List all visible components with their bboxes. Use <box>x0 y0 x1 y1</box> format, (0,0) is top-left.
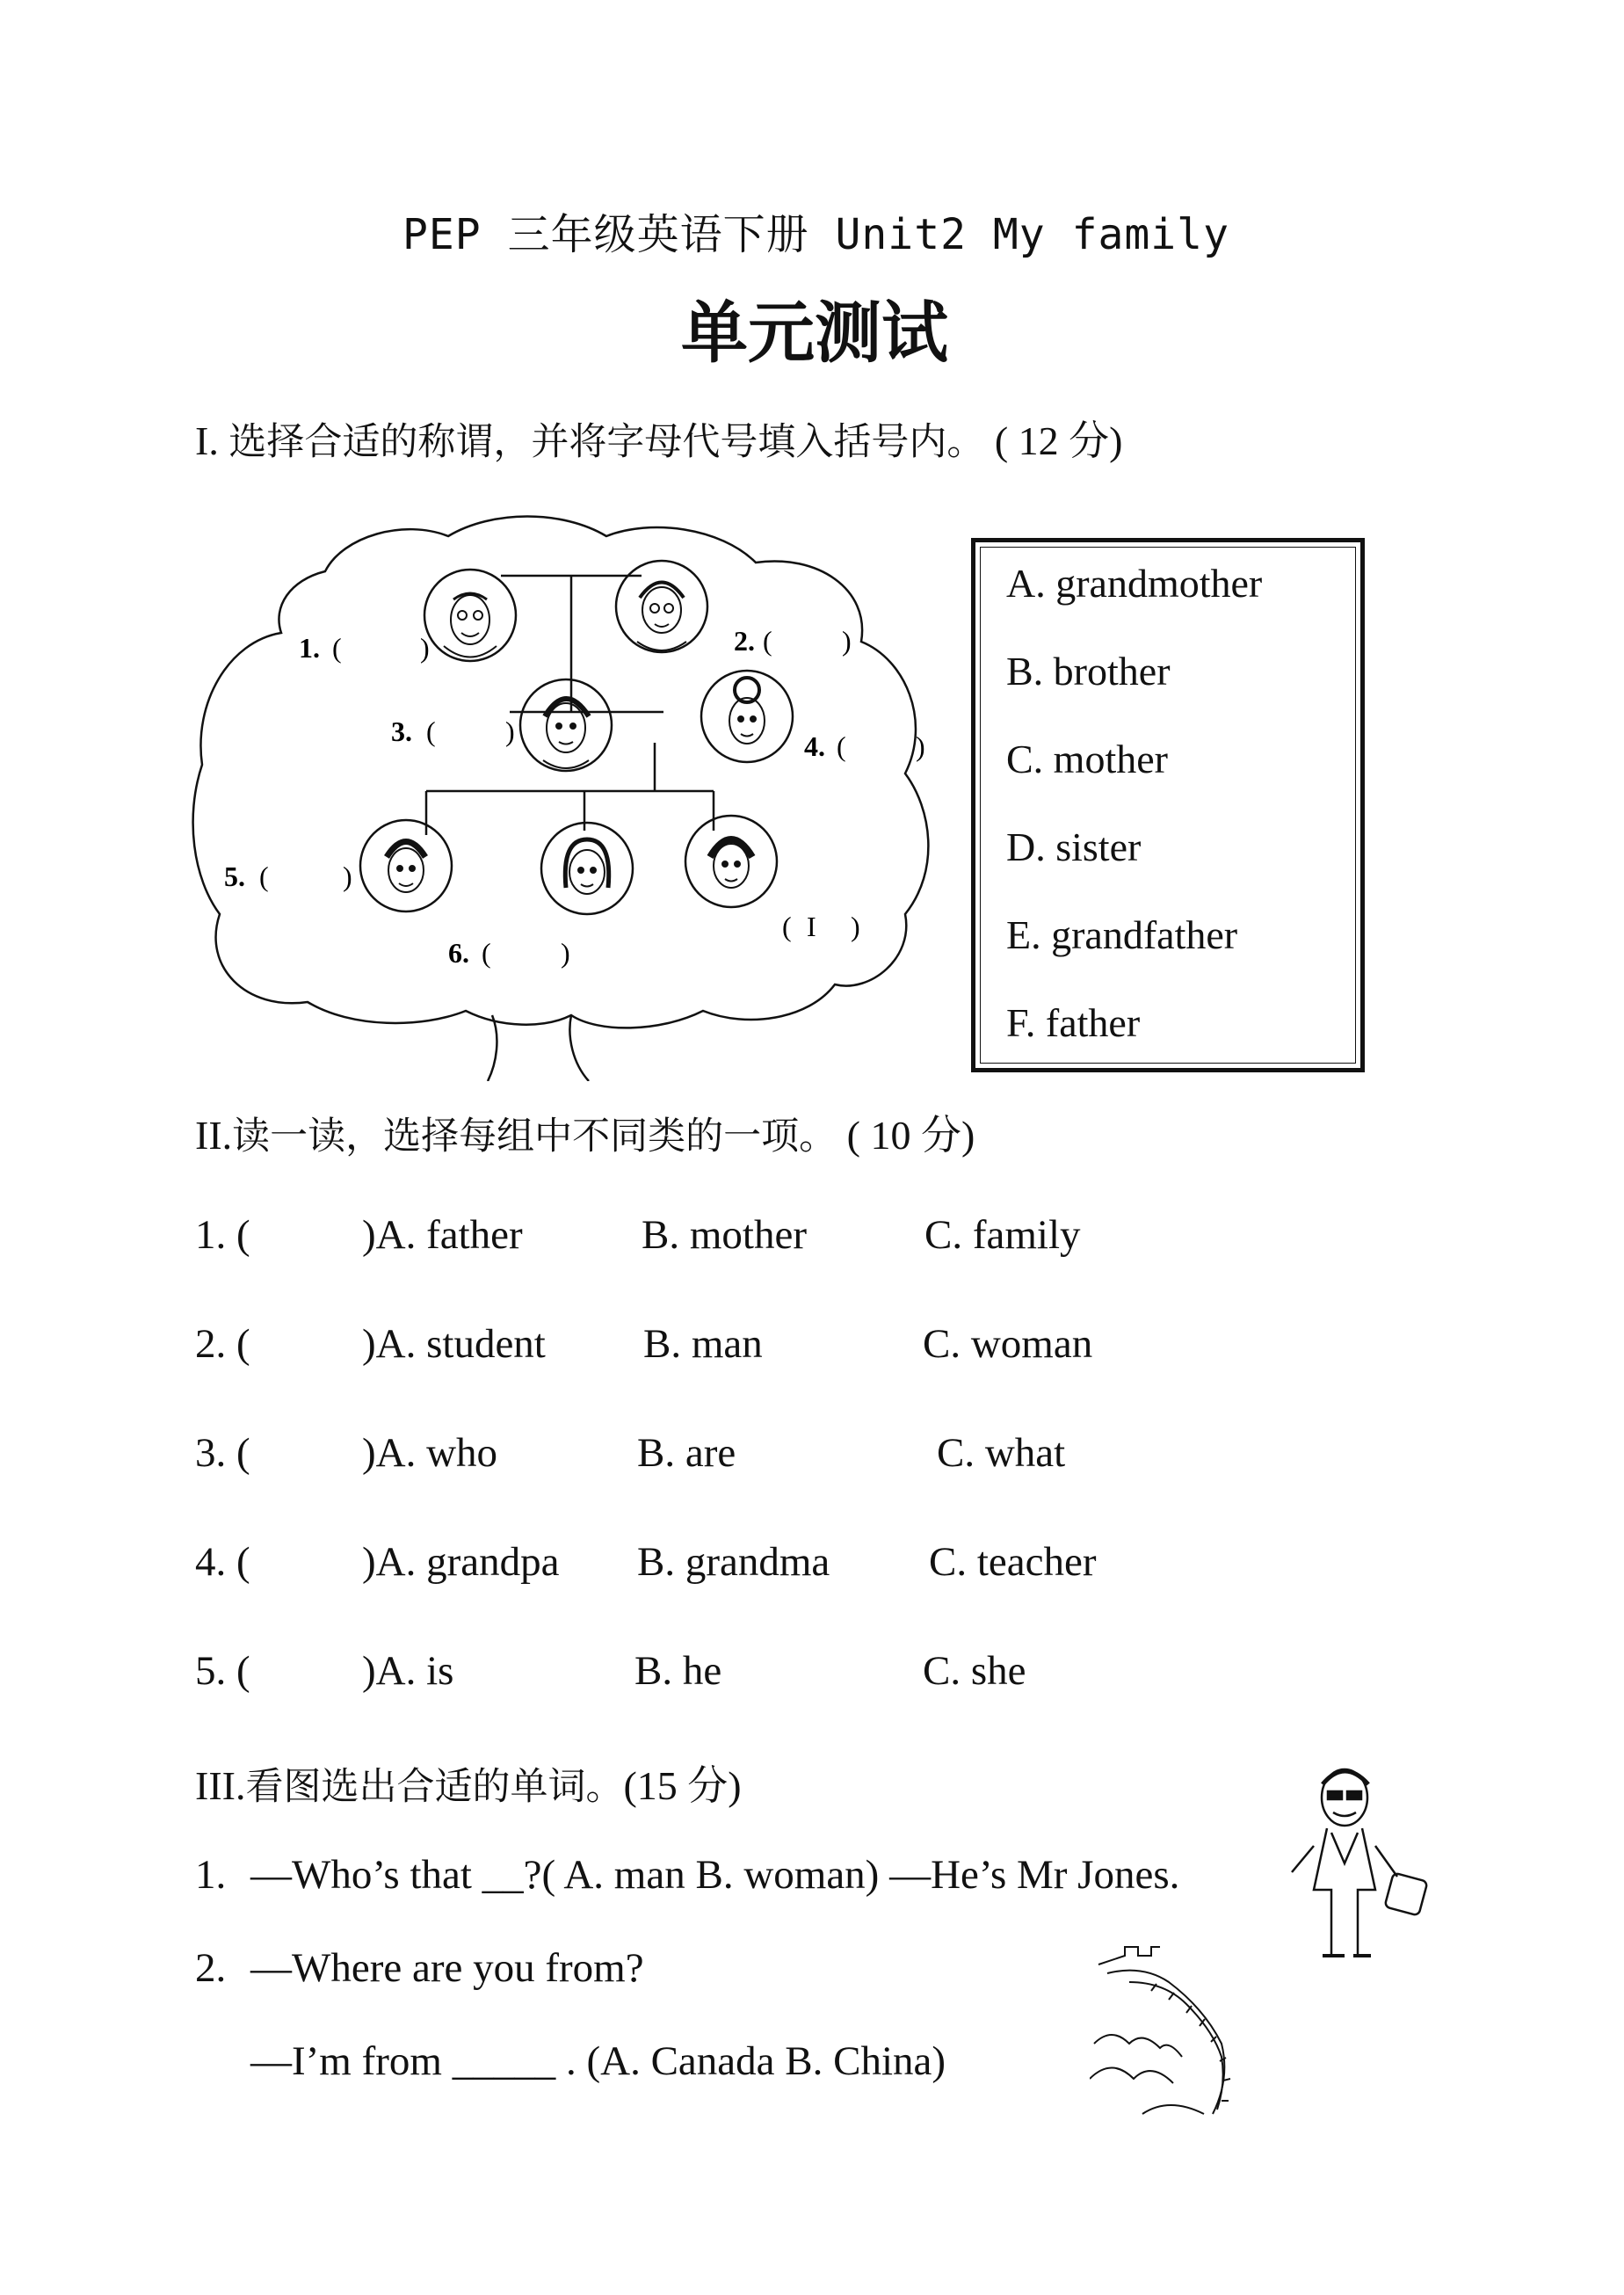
tree-paren-close-me: ) <box>851 911 860 942</box>
s2-q4-number: 4. ( <box>195 1539 250 1585</box>
s3-q2-number: 2. <box>195 1945 227 1991</box>
tree-label-6: 6. <box>448 937 469 969</box>
s3-q2-text: —Where are you from? <box>250 1945 644 1991</box>
tree-paren-open-4: ( <box>837 730 846 762</box>
tree-paren-open-3: ( <box>426 715 436 747</box>
s2-q4-option-c: C. teacher <box>929 1539 1097 1585</box>
mother-portrait <box>701 671 793 762</box>
option-e: E. grandfather <box>1006 912 1238 957</box>
tree-paren-open-me: ( <box>782 911 792 942</box>
tree-trunk <box>488 1015 497 1081</box>
s2-q3-number: 3. ( <box>195 1430 250 1476</box>
s2-q1-number: 1. ( <box>195 1212 250 1258</box>
father-portrait <box>520 679 612 771</box>
tree-paren-open-6: ( <box>482 937 491 969</box>
s2-q4-option-b: B. grandma <box>637 1539 830 1585</box>
me-portrait <box>685 816 777 907</box>
s2-q5-option-b: B. he <box>634 1648 722 1694</box>
title-line2: 单元测试 <box>681 294 948 372</box>
section2-score: ( 10 分) <box>846 1113 975 1158</box>
section3-instructions: 看图选出合适的单词。 <box>245 1765 624 1809</box>
s2-q2-number: 2. ( <box>195 1321 250 1367</box>
tree-paren-open-1: ( <box>332 632 342 664</box>
section3-heading <box>195 1754 742 1812</box>
s2-q3-option-b: B. are <box>637 1430 736 1476</box>
s2-q3-option-a: )A. who <box>362 1430 498 1476</box>
grandfather-portrait <box>424 570 516 661</box>
s2-q3-option-c: C. what <box>937 1430 1066 1476</box>
s3-q2-answer-line: —I’m from _____ . (A. Canada B. China) <box>250 2038 946 2084</box>
option-b: B. brother <box>1006 649 1171 694</box>
tree-paren-close-4: ) <box>916 730 925 762</box>
tree-paren-open-2: ( <box>763 625 772 657</box>
s2-q5-number: 5. ( <box>195 1648 250 1694</box>
section2-heading <box>195 1103 975 1161</box>
s3-q1-text: —Who’s that __?( A. man B. woman) —He’s Mr Jones. <box>250 1852 1180 1898</box>
tree-paren-close-5: ) <box>343 861 352 892</box>
family-tree-illustration <box>176 501 984 1081</box>
s2-q1-option-a: )A. father <box>362 1212 523 1258</box>
section3-score: (15 分) <box>623 1763 742 1808</box>
s3-q1-number: 1. <box>195 1852 227 1898</box>
section3-roman: III. <box>195 1763 246 1808</box>
section1-instructions: 选择合适的称谓，并将字母代号填入括号内。 <box>228 420 985 464</box>
s2-q1-option-c: C. family <box>924 1212 1081 1258</box>
section2-instructions: 读一读，选择每组中不同类的一项。 <box>232 1115 837 1158</box>
title-line1: PEP 三年级英语下册 Unit2 My family <box>402 210 1229 259</box>
sister-portrait <box>541 823 633 914</box>
s2-q2-option-a: )A. student <box>362 1321 546 1367</box>
tree-paren-close-3: ) <box>505 715 515 747</box>
s2-q5-option-c: C. she <box>923 1648 1026 1694</box>
option-f: F. father <box>1006 1000 1141 1045</box>
tree-label-2: 2. <box>734 625 755 657</box>
tree-paren-close-6: ) <box>561 937 570 969</box>
tree-label-4: 4. <box>804 730 825 762</box>
s2-q4-option-a: )A. grandpa <box>362 1539 560 1585</box>
tree-label-5: 5. <box>224 861 245 892</box>
tree-label-me: I <box>807 911 816 942</box>
option-c: C. mother <box>1006 737 1168 781</box>
section1-heading <box>195 409 1122 467</box>
section2-roman: II. <box>195 1113 233 1158</box>
tree-paren-open-5: ( <box>259 861 269 892</box>
man-illustration <box>1279 1758 1437 1960</box>
great-wall-illustration <box>1090 1938 1265 2123</box>
option-d: D. sister <box>1006 824 1142 869</box>
tree-label-1: 1. <box>299 632 320 664</box>
option-a: A. grandmother <box>1006 561 1263 606</box>
grandmother-portrait <box>616 561 707 652</box>
options-box <box>971 538 1365 1072</box>
s2-q2-option-c: C. woman <box>923 1321 1093 1367</box>
section1-roman: I. <box>195 418 219 463</box>
tree-label-3: 3. <box>391 715 412 747</box>
brother-portrait <box>360 820 452 911</box>
tree-paren-close-1: ) <box>420 632 430 664</box>
tree-paren-close-2: ) <box>842 625 852 657</box>
section1-score: ( 12 分) <box>994 418 1123 463</box>
s2-q1-option-b: B. mother <box>642 1212 807 1258</box>
s2-q5-option-a: )A. is <box>362 1648 454 1694</box>
s2-q2-option-b: B. man <box>643 1321 763 1367</box>
